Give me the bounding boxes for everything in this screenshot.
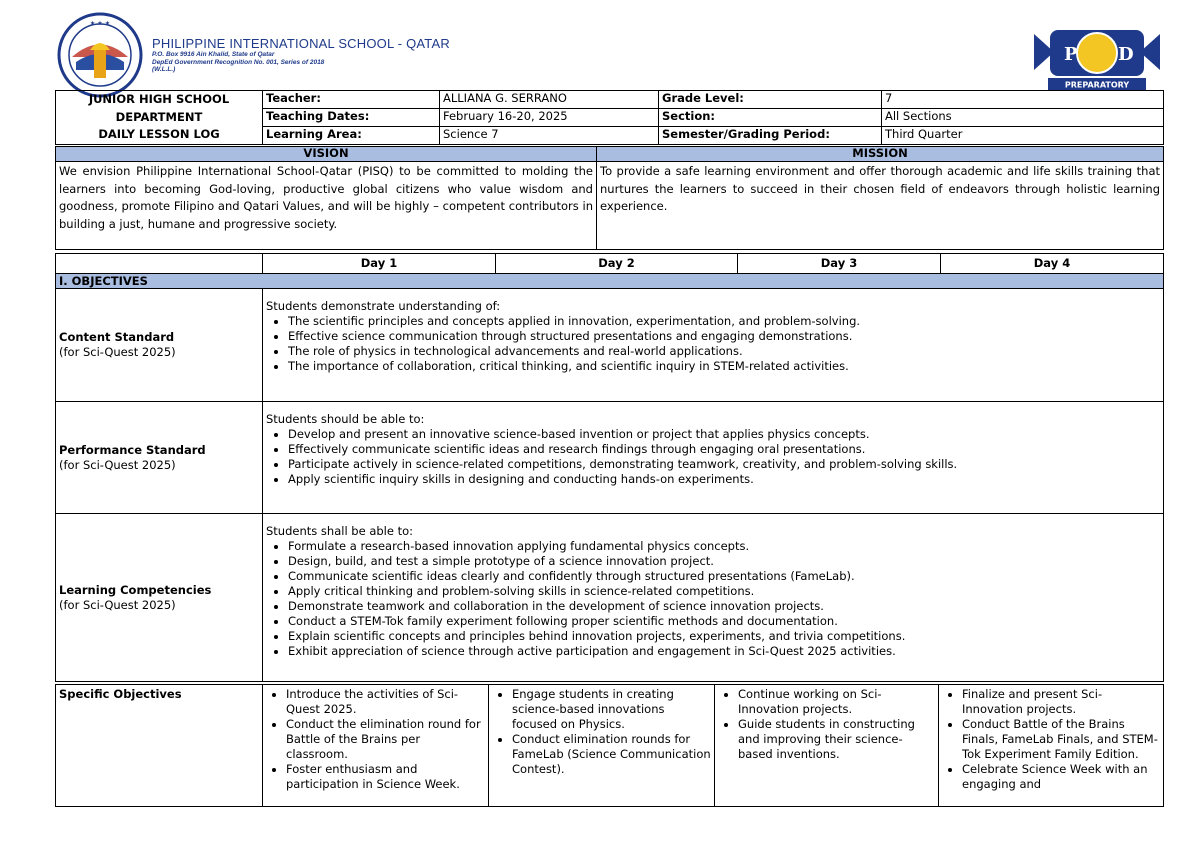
list-item: • Formulate a research-based innovation applying fundamental physics concepts. (288, 539, 1160, 554)
day4-header: Day 4 (941, 254, 1164, 274)
performance-standard-title: Performance Standard (59, 442, 206, 457)
day3-header: Day 3 (738, 254, 941, 274)
list-item: • Exhibit appreciation of science through active participation and engagement in Sci-Quest 2025 activities. (288, 644, 1160, 659)
list-item: • Participate actively in science-related competitions, demonstrating teamwork, creativity, and problem-solving skills. (288, 457, 1160, 472)
learning-competencies-list (266, 539, 1160, 659)
department-line3: DAILY LESSON LOG (98, 127, 220, 141)
specific-objectives-day3 (715, 685, 939, 807)
deped-recognition: DepEd Government Recognition No. 001, Series of 2018 (152, 58, 325, 66)
wll-label: (W.L.L.) (152, 66, 176, 73)
objectives-header: I. OBJECTIVES (56, 274, 1164, 289)
department-line1: JUNIOR HIGH SCHOOL (88, 92, 230, 106)
list-item: • Celebrate Science Week with an engaging and (962, 762, 1160, 792)
school-name: PHILIPPINE INTERNATIONAL SCHOOL - QATAR (152, 36, 450, 51)
school-address-block (152, 51, 324, 74)
list-item: • The scientific principles and concepts applied in innovation, experimentation, and problem-solving. (288, 314, 1160, 329)
list-item: • Continue working on Sci-Innovation projects. (738, 687, 935, 717)
svg-text:P: P (1064, 44, 1078, 65)
list-item: • Conduct elimination rounds for FameLab (Science Communication Contest). (512, 732, 711, 777)
content-standard-title: Content Standard (59, 330, 175, 344)
svg-text:D: D (1118, 44, 1134, 65)
list-item: • Foster enthusiasm and participation in Science Week. (286, 762, 485, 792)
teacher-value: ALLIANA G. SERRANO (440, 91, 659, 109)
content-standard-label (56, 289, 263, 402)
performance-standard-intro: Students should be able to: (266, 412, 425, 426)
performance-standard-sub: (for Sci-Quest 2025) (59, 457, 176, 472)
period-value: Third Quarter (882, 127, 1164, 145)
day-header-blank (56, 254, 263, 274)
section-value: All Sections (882, 109, 1164, 127)
school-address: P.O. Box 9916 Ain Khalid, State of Qatar (152, 51, 275, 58)
performance-standard-label (56, 402, 263, 514)
content-standard-list (266, 314, 1160, 374)
section-label: Section: (659, 109, 882, 127)
department-cell (56, 91, 263, 145)
list-item: • Communicate scientific ideas clearly and confidently through structured presentations (FameLab). (288, 569, 1160, 584)
list-item: • Finalize and present Sci-Innovation projects. (962, 687, 1160, 717)
info-table (55, 90, 1164, 145)
area-label: Learning Area: (263, 127, 440, 145)
preparatory-label: PREPARATORY (1064, 80, 1130, 90)
day1-header: Day 1 (263, 254, 496, 274)
learning-competencies-sub: (for Sci-Quest 2025) (59, 597, 176, 612)
teacher-label: Teacher: (263, 91, 440, 109)
content-standard-sub: (for Sci-Quest 2025) (59, 345, 176, 359)
svg-text:★ ★ ★: ★ ★ ★ (89, 20, 111, 27)
dates-value: February 16-20, 2025 (440, 109, 659, 127)
school-seal-logo (52, 12, 148, 98)
period-label: Semester/Grading Period: (659, 127, 882, 145)
list-item: • Engage students in creating science-based innovations focused on Physics. (512, 687, 711, 732)
performance-standard-content (263, 402, 1164, 514)
specific-objectives-day2 (489, 685, 715, 807)
list-item: • Develop and present an innovative science-based invention or project that applies physics concepts. (288, 427, 1160, 442)
list-item: • Effective science communication through structured presentations and engaging demonstrations. (288, 329, 1160, 344)
specific-objectives-label: Specific Objectives (56, 685, 263, 807)
performance-standard-list (266, 427, 1160, 487)
list-item: • Effectively communicate scientific ideas and research findings through engaging oral presentations. (288, 442, 1160, 457)
preparatory-logo (1024, 22, 1170, 100)
grade-label: Grade Level: (659, 91, 882, 109)
list-item: • Demonstrate teamwork and collaboration in the development of science innovation projects. (288, 599, 1160, 614)
area-value: Science 7 (440, 127, 659, 145)
learning-competencies-content (263, 514, 1164, 682)
department-line2: DEPARTMENT (115, 109, 203, 124)
list-item: • Explain scientific concepts and principles behind innovation projects, experiments, and trivia competitions. (288, 629, 1160, 644)
learning-competencies-label (56, 514, 263, 682)
list-item: • Design, build, and test a simple prototype of a science innovation project. (288, 554, 1160, 569)
grade-value: 7 (882, 91, 1164, 109)
vision-header: VISION (56, 147, 597, 162)
list-item: • Introduce the activities of Sci-Quest 2025. (286, 687, 485, 717)
day2-header: Day 2 (496, 254, 738, 274)
learning-competencies-intro: Students shall be able to: (266, 524, 414, 538)
vision-text: We envision Philippine International School-Qatar (PISQ) to be committed to molding the learners into becoming God-loving, productive global citizens who value wisdom and goodness, promote Filipino and Qatari Values, and will be highly – competent contributors in building a just, humane and progressive society. (56, 162, 597, 250)
learning-competencies-title: Learning Competencies (59, 582, 212, 597)
mission-text: To provide a safe learning environment and offer thorough academic and life skills training that nurtures the learners to succeed in their chosen field of endeavors through holistic learning experience. (597, 162, 1164, 250)
list-item: • Guide students in constructing and improving their science-based inventions. (738, 717, 935, 762)
vision-mission-table (55, 146, 1164, 250)
specific-objectives-day1 (263, 685, 489, 807)
list-item: • Conduct Battle of the Brains Finals, FameLab Finals, and STEM-Tok Experiment Family Edition. (962, 717, 1160, 762)
dates-label: Teaching Dates: (263, 109, 440, 127)
list-item: • Conduct the elimination round for Battle of the Brains per classroom. (286, 717, 485, 762)
mission-header: MISSION (597, 147, 1164, 162)
list-item: • Apply critical thinking and problem-solving skills in science-related competitions. (288, 584, 1160, 599)
specific-objectives-day4 (939, 685, 1164, 807)
list-item: • The importance of collaboration, critical thinking, and scientific inquiry in STEM-related activities. (288, 359, 1160, 374)
list-item: • Conduct a STEM-Tok family experiment following proper scientific methods and documentation. (288, 614, 1160, 629)
content-standard-intro: Students demonstrate understanding of: (266, 299, 501, 313)
lesson-table (55, 253, 1164, 682)
specific-objectives-table (55, 684, 1164, 807)
content-standard-content (263, 289, 1164, 402)
list-item: • The role of physics in technological advancements and real-world applications. (288, 344, 1160, 359)
list-item: • Apply scientific inquiry skills in designing and conducting hands-on experiments. (288, 472, 1160, 487)
